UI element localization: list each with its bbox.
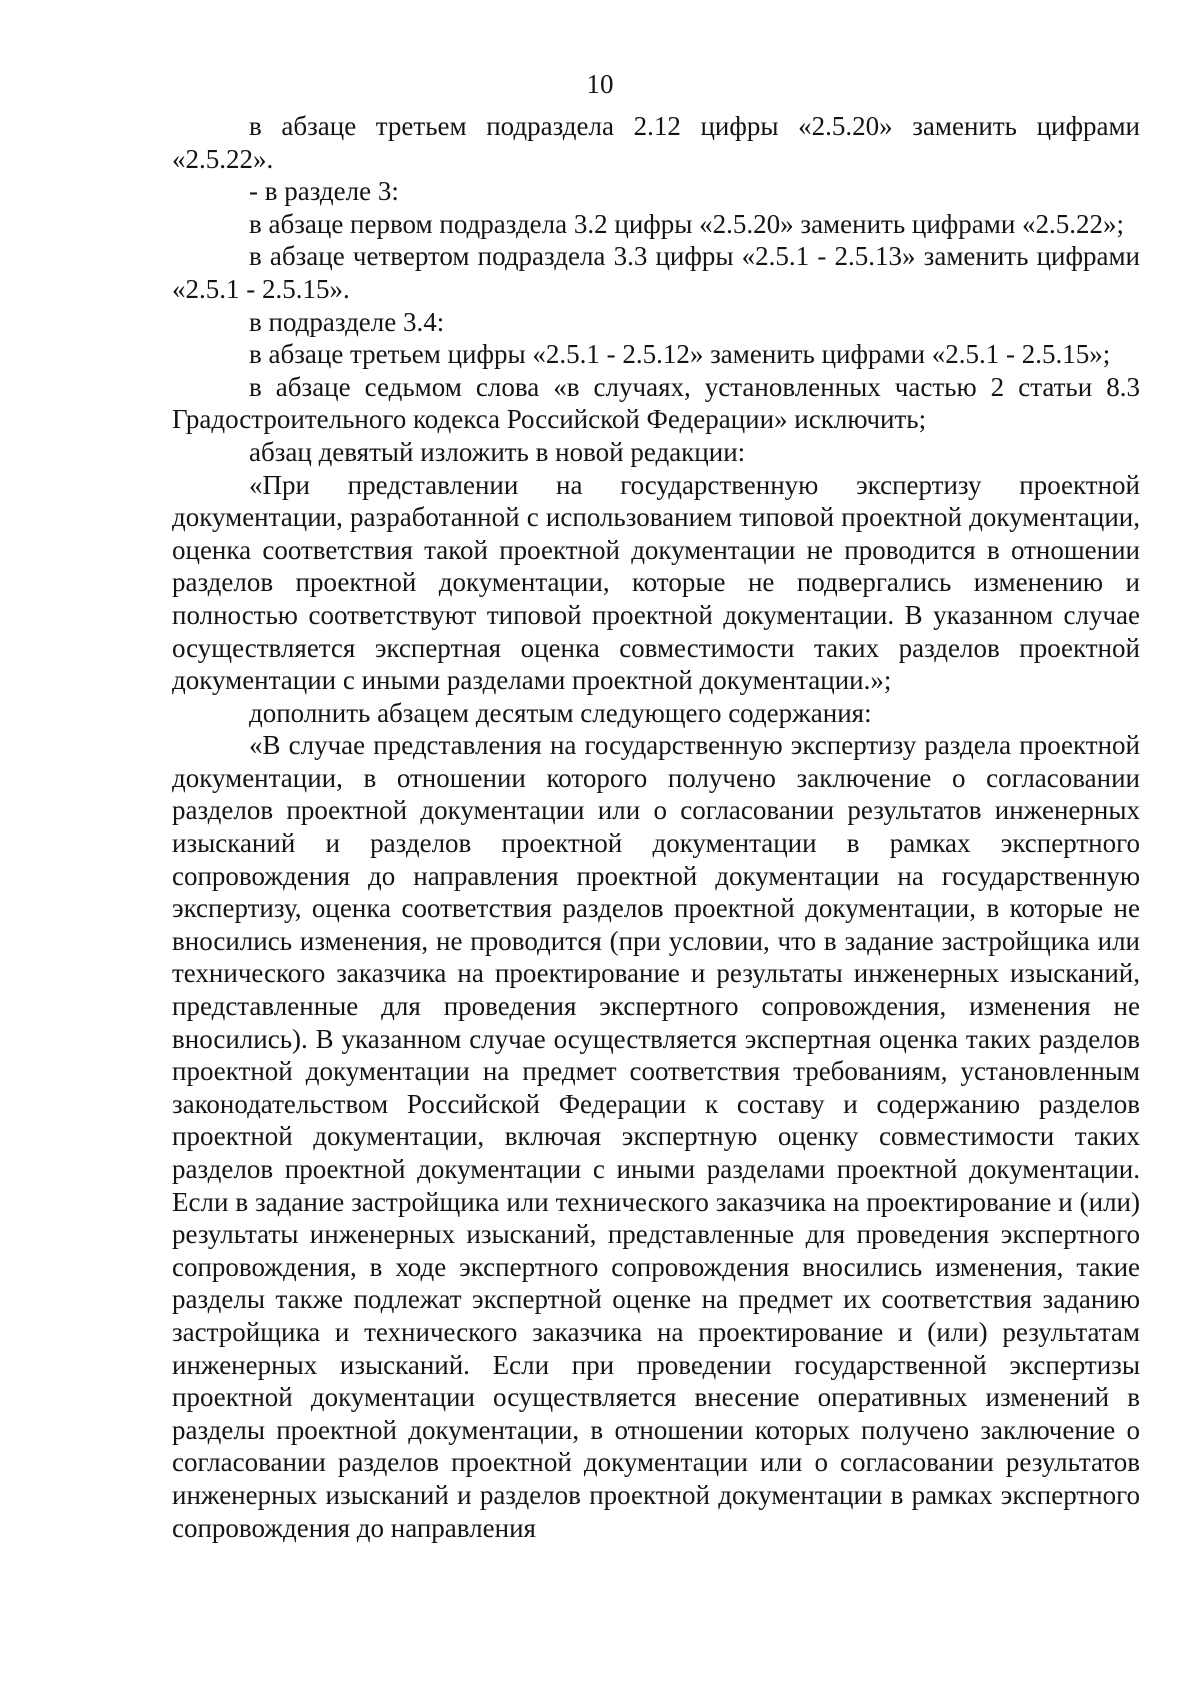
paragraph-4: в абзаце четвертом подраздела 3.3 цифры «2.5.1 - 2.5.13» заменить цифрами «2.5.1 - 2.5.15». (172, 241, 1140, 304)
paragraph-10: дополнить абзацем десятым следующего содержания: (249, 697, 872, 728)
page-number: 10 (586, 69, 614, 99)
paragraph-6: в абзаце третьем цифры «2.5.1 - 2.5.12» заменить цифрами «2.5.1 - 2.5.15»; (249, 339, 1111, 370)
paragraph-5: в подразделе 3.4: (249, 306, 445, 337)
paragraph-3: в абзаце первом подраздела 3.2 цифры «2.5.20» заменить цифрами «2.5.22»; (249, 208, 1125, 239)
paragraph-11: «В случае представления на государственную экспертизу раздела проектной документации, в отношении которого получено заключение о согласовании разделов проектной документации или о согласовании результатов инженерных изысканий и разделов проектной документации в рамках экспертного сопровождения до направления проектной документации на государственную экспертизу, оценка соответствия разделов проектной документации, в которые не вносились изменения, не проводится (при условии, что в задание застройщика или технического заказчика на проектирование и результаты инженерных изысканий, представленные для проведения экспертного сопровождения, изменения не вносились). В указанном случае осуществляется экспертная оценка таких разделов проектной документации на предмет соответствия требованиям, установленным законодательством Российской Федерации к составу и содержанию разделов проектной документации, включая экспертную оценку совместимости таких разделов проектной документации с иными разделами проектной документации. Если в задание застройщика или технического заказчика на проектирование и (или) результаты инженерных изысканий, представленные для проведения экспертного сопровождения, в ходе экспертного сопровождения вносились изменения, такие разделы также подлежат экспертной оценке на предмет их соответствия заданию застройщика и технического заказчика на проектирование и (или) результатам инженерных изысканий. Если при проведении государственной экспертизы проектной документации осуществляется внесение оперативных изменений в разделы проектной документации, в отношении которых получено заключение о согласовании разделов проектной документации или о согласовании результатов инженерных изысканий и разделов проектной документации в рамках экспертного сопровождения до направления (172, 730, 1140, 1543)
paragraph-7: в абзаце седьмом слова «в случаях, установленных частью 2 статьи 8.3 Градостроительного кодекса Российской Федерации» исключить; (172, 371, 1140, 435)
paragraph-9: «При представлении на государственную экспертизу проектной документации, разработанной с использованием типовой проектной документации, оценка соответствия такой проектной документации не проводится в отношении разделов проектной документации, которые не подвергались изменению и полностью соответствуют типовой проектной документации. В указанном случае осуществляется экспертная оценка совместимости таких разделов проектной документации с иными разделами проектной документации.»; (172, 469, 1140, 696)
paragraph-1: в абзаце третьем подраздела 2.12 цифры «2.5.20» заменить цифрами «2.5.22». (172, 111, 1140, 174)
paragraph-8: абзац девятый изложить в новой редакции: (249, 436, 746, 467)
paragraph-2: - в разделе 3: (249, 176, 399, 207)
document-body (172, 110, 1140, 1544)
